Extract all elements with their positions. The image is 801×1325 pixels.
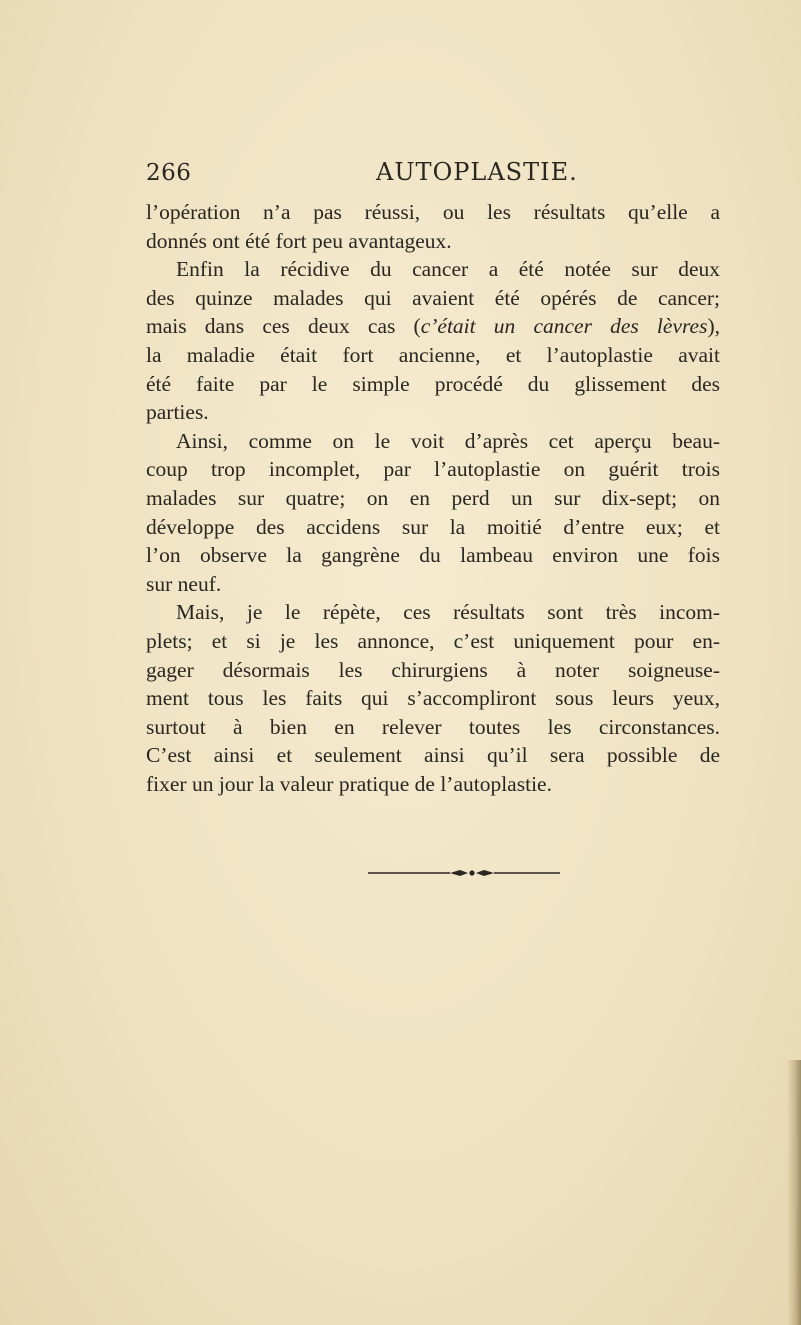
text-line: des quinze malades qui avaient été opérés de cancer; <box>146 285 720 310</box>
paragraph-2 <box>146 255 720 427</box>
body-text <box>146 198 720 798</box>
paragraph-1 <box>146 198 720 255</box>
page-header <box>146 158 686 194</box>
page-number: 266 <box>146 160 192 186</box>
running-title: AUTOPLASTIE. <box>376 158 578 186</box>
text-line: plets; et si je les annonce, c’est uniquement pour en- <box>146 628 720 653</box>
text-line: l’on observe la gangrène du lambeau environ une fois <box>146 543 720 568</box>
text-line: ment tous les faits qui s’accompliront sous leurs yeux, <box>146 686 720 711</box>
paragraph-3 <box>146 427 720 599</box>
paragraph-4 <box>146 598 720 798</box>
text-line: sur neuf. <box>146 571 222 596</box>
text-fragment: ), <box>707 314 721 339</box>
text-line <box>146 312 720 341</box>
text-line: malades sur quatre; on en perd un sur dix-sept; on <box>146 485 720 510</box>
text-line: développe des accidens sur la moitié d’entre eux; et <box>146 514 720 539</box>
text-line: parties. <box>146 400 209 425</box>
text-line: fixer un jour la valeur pratique de l’autoplastie. <box>146 771 552 796</box>
text-line: Enfin la récidive du cancer a été notée sur deux <box>176 257 720 282</box>
page-edge-shadow <box>787 1060 801 1325</box>
text-line: été faite par le simple procédé du glissement des <box>146 371 720 396</box>
text-line: l’opération n’a pas réussi, ou les résultats qu’elle a <box>146 200 720 224</box>
italic-fragment: c’était un cancer des lèvres <box>420 314 708 339</box>
text-line: Mais, je le répète, ces résultats sont très incom- <box>176 600 720 625</box>
text-line: coup trop incomplet, par l’autoplastie on guérit trois <box>146 457 720 482</box>
text-line: surtout à bien en relever toutes les circonstances. <box>146 714 720 739</box>
section-end-ornament <box>368 868 560 878</box>
text-line: gager désormais les chirurgiens à noter soigneuse- <box>146 657 720 682</box>
text-line: Ainsi, comme on le voit d’après cet aperçu beau- <box>176 428 720 453</box>
text-line: la maladie était fort ancienne, et l’autoplastie avait <box>146 342 720 367</box>
text-line: donnés ont été fort peu avantageux. <box>146 228 452 253</box>
text-fragment: mais dans ces deux cas ( <box>146 314 421 339</box>
text-line: C’est ainsi et seulement ainsi qu’il sera possible de <box>146 743 720 768</box>
